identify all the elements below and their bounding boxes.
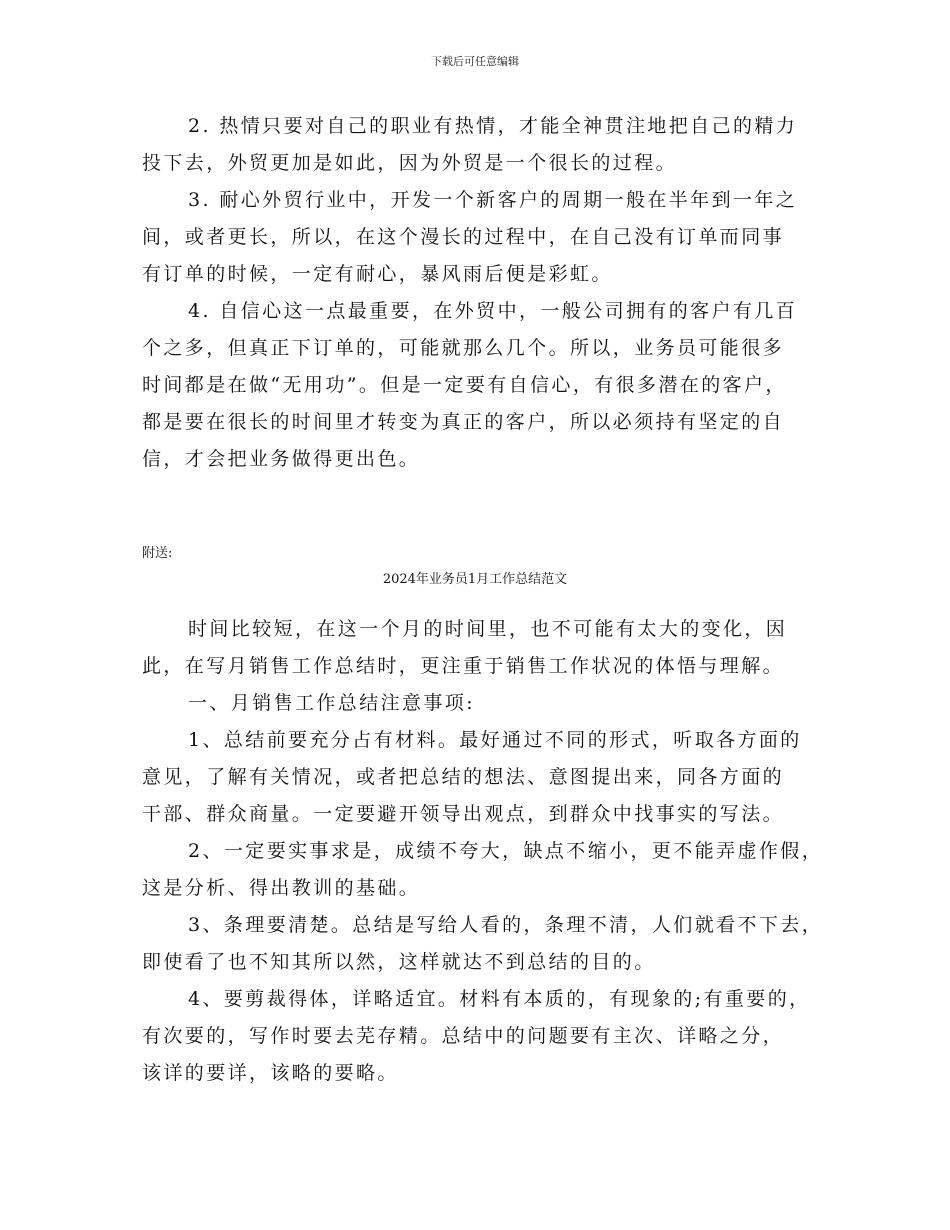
page-header-note: 下载后可任意编辑 (431, 55, 519, 68)
paragraph-item-4 (142, 981, 832, 1092)
section-heading (142, 685, 832, 722)
paragraph-line: 时间都是在做“无用功”。但是一定要有自信心，有很多潜在的客户， (142, 374, 787, 396)
paragraph-line: 有订单的时候，一定有耐心，暴风雨后便是彩虹。 (142, 263, 613, 285)
paragraph-line: 干部、群众商量。一定要避开领导出观点，到群众中找事实的写法。 (142, 803, 785, 825)
paragraph-line: 意见，了解有关情况，或者把总结的想法、意图提出来，同各方面的 (142, 766, 785, 788)
paragraph-enthusiasm (142, 108, 832, 182)
appendix-title: 2024年业务员1月工作总结范文 (382, 572, 568, 587)
paragraph-item-2 (142, 833, 832, 907)
paragraph-item-1 (142, 722, 832, 833)
body-section-2 (142, 611, 832, 1092)
paragraph-line: 此，在写月销售工作总结时，更注重于销售工作状况的体悟与理解。 (142, 655, 785, 677)
paragraph-confidence (142, 293, 832, 478)
paragraph-line: 间，或者更长，所以，在这个漫长的过程中，在自己没有订单而同事 (142, 226, 785, 248)
paragraph-patience (142, 182, 832, 293)
paragraph-item-3 (142, 907, 832, 981)
paragraph-line: 时间比较短，在这一个月的时间里，也不可能有太大的变化，因 (188, 618, 788, 640)
paragraph-line: 4. 自信心这一点最重要，在外贸中，一般公司拥有的客户有几百 (188, 300, 798, 322)
paragraph-line: 3、条理要清楚。总结是写给人看的，条理不清，人们就看不下去， (188, 914, 824, 936)
appendix-label: 附送: (142, 546, 173, 561)
paragraph-line: 有次要的，写作时要去芜存精。总结中的问题要有主次、详略之分， (142, 1025, 785, 1047)
paragraph-line: 这是分析、得出教训的基础。 (142, 877, 421, 899)
paragraph-line: 4、要剪裁得体，详略适宜。材料有本质的，有现象的;有重要的， (188, 988, 811, 1010)
paragraph-line: 投下去，外贸更加是如此，因为外贸是一个很长的过程。 (142, 152, 678, 174)
paragraph-line: 2、一定要实事求是，成绩不夸大，缺点不缩小，更不能弄虚作假， (188, 840, 824, 862)
paragraph-line: 信，才会把业务做得更出色。 (142, 448, 421, 470)
paragraph-line: 3. 耐心外贸行业中，开发一个新客户的周期一般在半年到一年之 (188, 189, 798, 211)
paragraph-line: 2. 热情只要对自己的职业有热情，才能全神贯注地把自己的精力 (188, 115, 798, 137)
paragraph-line: 都是要在很长的时间里才转变为真正的客户，所以必须持有坚定的自 (142, 411, 785, 433)
paragraph-line: 个之多，但真正下订单的，可能就那么几个。所以，业务员可能很多 (142, 337, 785, 359)
paragraph-line: 即使看了也不知其所以然，这样就达不到总结的目的。 (142, 951, 656, 973)
paragraph-intro (142, 611, 832, 685)
paragraph-line: 一、月销售工作总结注意事项: (188, 692, 476, 714)
body-section-1 (142, 108, 832, 478)
paragraph-line: 1、总结前要充分占有材料。最好通过不同的形式，听取各方面的 (188, 729, 802, 751)
paragraph-line: 该详的要详，该略的要略。 (142, 1062, 399, 1084)
